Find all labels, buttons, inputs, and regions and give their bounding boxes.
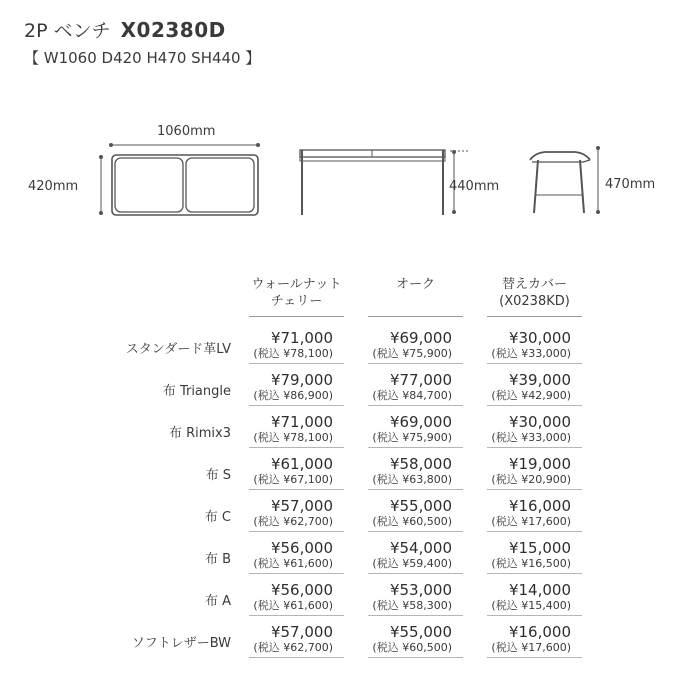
row-divider <box>487 447 582 448</box>
row-label: スタンダード革LV <box>125 342 231 357</box>
row-divider <box>368 657 463 658</box>
page-title <box>24 16 226 43</box>
tax-inclusive-price: (税込 ¥67,100) <box>253 473 333 486</box>
price-value: ¥19,000 <box>508 455 571 473</box>
tax-inclusive-price: (税込 ¥33,000) <box>491 347 571 360</box>
row-divider <box>487 615 582 616</box>
tax-inclusive-price: (税込 ¥78,100) <box>253 347 333 360</box>
price-cell <box>238 582 333 613</box>
row-label: 布 S <box>205 468 231 483</box>
row-label: 布 C <box>204 510 231 525</box>
column-header-line1: ウォールナット <box>251 277 342 292</box>
column-header-oak <box>368 276 463 293</box>
width-dimension-label: 1060mm <box>157 124 216 139</box>
row-divider <box>249 531 344 532</box>
price-cell <box>476 498 571 529</box>
row-divider <box>368 363 463 364</box>
column-divider <box>368 316 463 317</box>
price-value: ¥57,000 <box>270 497 333 515</box>
row-divider <box>368 405 463 406</box>
tax-inclusive-price: (税込 ¥75,900) <box>372 431 452 444</box>
price-value: ¥16,000 <box>508 623 571 641</box>
row-divider <box>249 405 344 406</box>
row-divider <box>487 405 582 406</box>
row-divider <box>487 657 582 658</box>
price-value: ¥61,000 <box>270 455 333 473</box>
column-header-replacement-cover <box>487 276 582 310</box>
row-label: 布 A <box>204 594 231 609</box>
price-cell <box>476 414 571 445</box>
price-value: ¥53,000 <box>389 581 452 599</box>
side-view-drawing <box>530 146 600 214</box>
tax-inclusive-price: (税込 ¥75,900) <box>372 347 452 360</box>
price-cell <box>238 330 333 361</box>
column-divider <box>249 316 344 317</box>
row-divider <box>368 573 463 574</box>
depth-dimension-label: 420mm <box>28 179 79 194</box>
price-value: ¥69,000 <box>389 329 452 347</box>
price-cell <box>476 624 571 655</box>
price-cell <box>476 330 571 361</box>
tax-inclusive-price: (税込 ¥86,900) <box>253 389 333 402</box>
price-value: ¥69,000 <box>389 413 452 431</box>
product-name: 2P ベンチ <box>24 20 111 42</box>
tax-inclusive-price: (税込 ¥62,700) <box>253 515 333 528</box>
price-cell <box>357 498 452 529</box>
row-divider <box>368 615 463 616</box>
row-divider <box>249 615 344 616</box>
row-divider <box>368 531 463 532</box>
row-divider <box>249 489 344 490</box>
price-cell <box>357 624 452 655</box>
row-divider <box>487 531 582 532</box>
price-cell <box>476 582 571 613</box>
seat-height-dimension-label: 440mm <box>449 179 500 194</box>
column-divider <box>487 316 582 317</box>
tax-inclusive-price: (税込 ¥33,000) <box>491 431 571 444</box>
price-cell <box>238 456 333 487</box>
price-value: ¥71,000 <box>270 329 333 347</box>
price-cell <box>238 624 333 655</box>
row-divider <box>249 447 344 448</box>
row-divider <box>249 657 344 658</box>
price-cell <box>357 540 452 571</box>
tax-inclusive-price: (税込 ¥84,700) <box>372 389 452 402</box>
price-value: ¥30,000 <box>508 413 571 431</box>
row-divider <box>368 489 463 490</box>
tax-inclusive-price: (税込 ¥16,500) <box>491 557 571 570</box>
dimension-summary: 【 W1060 D420 H470 SH440 】 <box>24 49 261 67</box>
tax-inclusive-price: (税込 ¥62,700) <box>253 641 333 654</box>
price-cell <box>238 540 333 571</box>
row-label: 布 Rimix3 <box>168 426 231 441</box>
price-cell <box>238 372 333 403</box>
tax-inclusive-price: (税込 ¥15,400) <box>491 599 571 612</box>
front-view-drawing <box>300 150 470 215</box>
row-label: ソフトレザーBW <box>131 636 231 651</box>
price-value: ¥56,000 <box>270 539 333 557</box>
column-header-line2: チェリー <box>270 294 323 309</box>
price-value: ¥55,000 <box>389 623 452 641</box>
column-header-line1: 替えカバー <box>501 277 567 292</box>
price-value: ¥15,000 <box>508 539 571 557</box>
row-divider <box>487 489 582 490</box>
tax-inclusive-price: (税込 ¥17,600) <box>491 641 571 654</box>
price-value: ¥77,000 <box>389 371 452 389</box>
row-label: 布 Triangle <box>162 384 231 399</box>
tax-inclusive-price: (税込 ¥60,500) <box>372 641 452 654</box>
price-cell <box>476 372 571 403</box>
row-divider <box>249 363 344 364</box>
tax-inclusive-price: (税込 ¥20,900) <box>491 473 571 486</box>
price-cell <box>238 414 333 445</box>
price-value: ¥39,000 <box>508 371 571 389</box>
price-cell <box>357 330 452 361</box>
price-cell <box>357 372 452 403</box>
price-value: ¥54,000 <box>389 539 452 557</box>
tax-inclusive-price: (税込 ¥58,300) <box>372 599 452 612</box>
model-number: X02380D <box>120 18 226 42</box>
tax-inclusive-price: (税込 ¥42,900) <box>491 389 571 402</box>
column-header-walnut-cherry <box>249 276 344 310</box>
tax-inclusive-price: (税込 ¥60,500) <box>372 515 452 528</box>
dimension-drawings <box>0 110 700 230</box>
height-dimension-label: 470mm <box>605 177 656 192</box>
row-divider <box>487 573 582 574</box>
tax-inclusive-price: (税込 ¥78,100) <box>253 431 333 444</box>
price-cell <box>476 456 571 487</box>
row-divider <box>487 363 582 364</box>
price-value: ¥30,000 <box>508 329 571 347</box>
price-cell <box>476 540 571 571</box>
price-value: ¥57,000 <box>270 623 333 641</box>
price-cell <box>357 414 452 445</box>
row-divider <box>368 447 463 448</box>
price-value: ¥58,000 <box>389 455 452 473</box>
row-label: 布 B <box>204 552 231 567</box>
tax-inclusive-price: (税込 ¥63,800) <box>372 473 452 486</box>
price-cell <box>238 498 333 529</box>
column-header-line2: オーク <box>395 277 435 292</box>
price-cell <box>357 456 452 487</box>
price-value: ¥79,000 <box>270 371 333 389</box>
top-view-drawing <box>99 143 260 215</box>
price-value: ¥55,000 <box>389 497 452 515</box>
tax-inclusive-price: (税込 ¥61,600) <box>253 557 333 570</box>
price-value: ¥16,000 <box>508 497 571 515</box>
row-divider <box>249 573 344 574</box>
tax-inclusive-price: (税込 ¥17,600) <box>491 515 571 528</box>
price-value: ¥71,000 <box>270 413 333 431</box>
price-cell <box>357 582 452 613</box>
tax-inclusive-price: (税込 ¥61,600) <box>253 599 333 612</box>
column-header-line2: (X0238KD) <box>499 294 570 309</box>
price-value: ¥56,000 <box>270 581 333 599</box>
price-value: ¥14,000 <box>508 581 571 599</box>
tax-inclusive-price: (税込 ¥59,400) <box>372 557 452 570</box>
